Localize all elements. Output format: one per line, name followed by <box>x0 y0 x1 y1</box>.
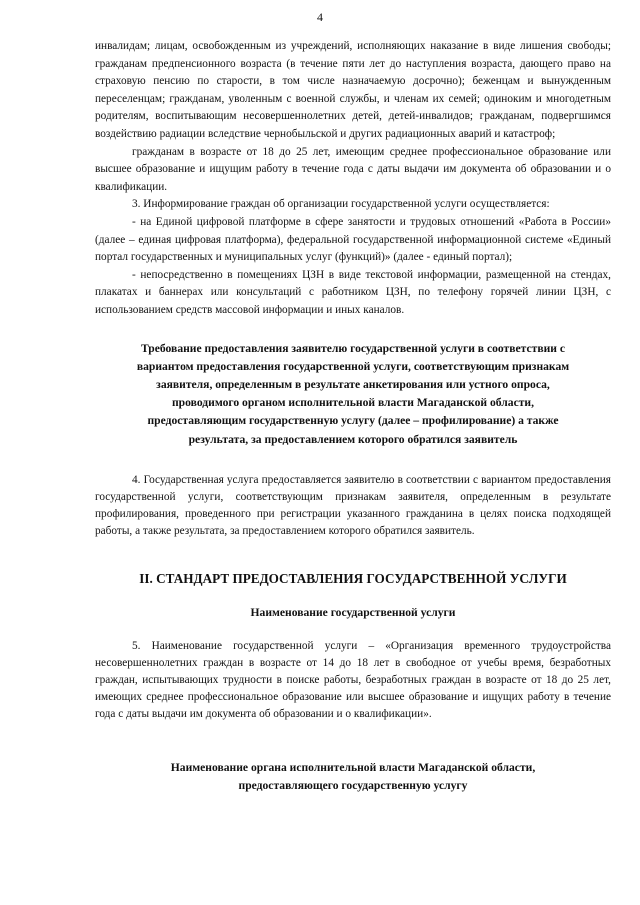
section-heading-requirement <box>95 340 611 449</box>
chapter-title: II. СТАНДАРТ ПРЕДОСТАВЛЕНИЯ ГОСУДАРСТВЕННОЙ УСЛУГИ <box>139 570 567 586</box>
heading-line: Требование предоставления заявителю государственной услуги в соответствии с <box>141 341 565 355</box>
paragraph-continuation: инвалидам; лицам, освобожденным из учреждений, исполняющих наказание в виде лишения свободы; гражданам предпенсионного возраста (в течение пяти лет до наступления возраста, дающего право на страховую пенсию по старости, в том числе назначаемую досрочно); беженцам и вынужденным переселенцам; гражданам, уволенным с военной службы, и членам их семей; одиноким и многодетным родителям, воспитывающим несовершеннолетних детей, детей-инвалидов; гражданам, подвергшимся воздействию радиации вследствие чернобыльской и других радиационных аварий и катастроф; <box>95 40 611 140</box>
paragraph-age-18-25: гражданам в возрасте от 18 до 25 лет, имеющим среднее профессиональное образование или высшее образование и ищущим работу в течение года с даты выдачи им документа об образовании и о квалификации. <box>95 145 611 193</box>
section-heading-authority <box>95 759 611 795</box>
heading-line: результата, за предоставлением которого обратился заявитель <box>188 432 518 446</box>
document-body <box>95 38 611 795</box>
paragraph-4: 4. Государственная услуга предоставляется заявителю в соответствии с вариантом предоставления государственной услуги, соответствующим признакам заявителя, определенным в результате профилирования, проведенного при регистрации указанного гражданина в целях поиска подходящей работы, а также результата, за предоставлением которого обратился заявитель. <box>95 473 611 538</box>
paragraph-digital-platform: - на Единой цифровой платформе в сфере занятости и трудовых отношений «Работа в России» (далее – единая цифровая платформа), федеральной государственной информационной системе «Единый портал государственных и муниципальных услуг (функций)» (далее - единый портал); <box>95 215 611 264</box>
page-number: 4 <box>317 10 323 24</box>
heading-line: вариантом предоставления государственной услуги, соответствующим признакам <box>136 359 570 373</box>
heading-line: заявителя, определенным в результате анкетирования или устного опроса, <box>156 377 550 391</box>
heading-line: проводимого органом исполнительной власти Магаданской области, <box>172 396 534 410</box>
heading-line: предоставляющего государственную услугу <box>238 778 468 792</box>
heading-line: предоставляющим государственную услугу (далее – профилирование) а также <box>147 414 559 428</box>
subheading-service-name: Наименование государственной услуги <box>250 605 456 619</box>
paragraph-5: 5. Наименование государственной услуги – «Организация временного трудоустройства несовершеннолетних граждан в возрасте от 14 до 18 лет в свободное от учебы время, безработных граждан, испытывающих трудности в поиске работы, безработных граждан в возрасте от 18 до 25 лет, имеющих среднее профессиональное образование или высшее образование и ищущих работу в течение года с даты выдачи им документа об образовании и о квалификации». <box>95 639 611 721</box>
paragraph-3-informing: 3. Информирование граждан об организации государственной услуги осуществляется: <box>132 198 550 211</box>
paragraph-czn-premises: - непосредственно в помещениях ЦЗН в виде текстовой информации, размещенной на стендах, плакатах и баннерах или консультаций с работником ЦЗН, по телефону горячей линии ЦЗН, с использованием средств массовой информации и иных каналов. <box>95 268 611 316</box>
heading-line: Наименование органа исполнительной власти Магаданской области, <box>170 760 536 774</box>
